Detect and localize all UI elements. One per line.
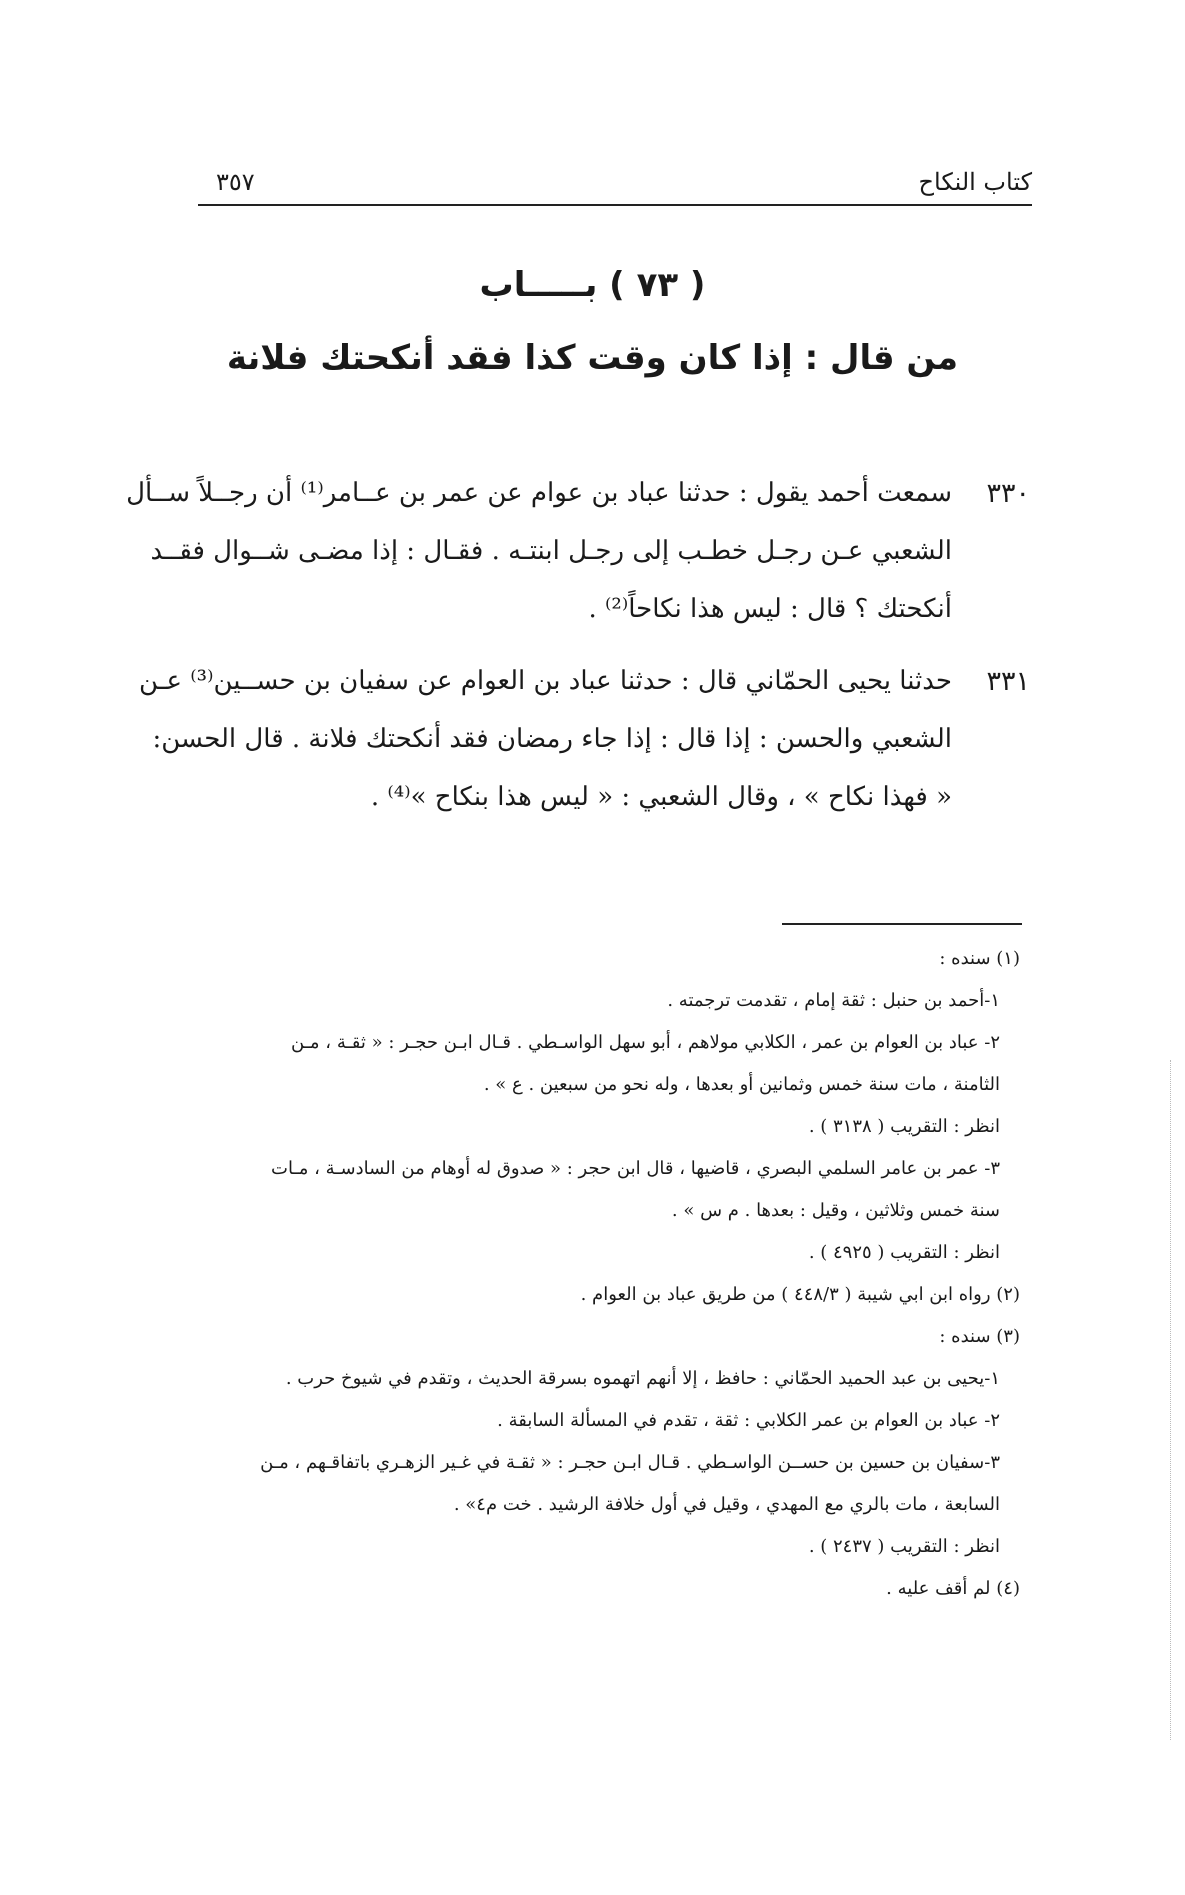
hadith-line: « فهذا نكاح » ، وقال الشعبي : « ليس هذا بنكاح »⁽⁴⁾ . (370, 782, 952, 812)
hadith-line: الشعبي عـن رجـل خطـب إلى رجـل ابنتـه . فقـال : إذا مضـى شــوال فقــد (150, 536, 952, 566)
footnote-line: انظر : التقريب ( ٤٩٢٥ ) . (808, 1242, 1000, 1263)
hadith-number: ٣٣١ (986, 666, 1030, 697)
scan-margin-artifact (1170, 1060, 1171, 1740)
footnote-line: ٢- عباد بن العوام بن عمر الكلابي : ثقة ، تقدم في المسألة السابقة . (497, 1410, 1000, 1431)
footnote-line: انظر : التقريب ( ٢٤٣٧ ) . (808, 1536, 1000, 1557)
chapter-number: ( ٧٣ ) بـــــاب (479, 265, 706, 305)
footnote-line: ٣-سفيان بن حسين بن حســن الواسـطي . قـال ابـن حجـر : « ثقـة في غـير الزهـري باتفاقـهم ، مـن (260, 1452, 1000, 1473)
footnote-line: الثامنة ، مات سنة خمس وثمانين أو بعدها ، وله نحو من سبعين . ع » . (483, 1074, 1000, 1095)
footnote-line: انظر : التقريب ( ٣١٣٨ ) . (808, 1116, 1000, 1137)
hadith-line: أنكحتك ؟ قال : ليس هذا نكاحاً⁽²⁾ . (588, 594, 952, 624)
hadith-number: ٣٣٠ (986, 478, 1030, 509)
hadith-330 (126, 478, 1030, 638)
footnote-line: ١-أحمد بن حنبل : ثقة إمام ، تقدمت ترجمته . (667, 990, 1000, 1011)
footnote-line: ٢- عباد بن العوام بن عمر ، الكلابي مولاهم ، أبو سهل الواسـطي . قـال ابـن حجـر : « ثقـة ، مـن (290, 1032, 1000, 1053)
chapter-title: من قال : إذا كان وقت كذا فقد أنكحتك فلانة (226, 338, 959, 378)
page-number: ٣٥٧ (216, 168, 255, 196)
footnote-separator (782, 923, 1022, 925)
page-header (198, 168, 1032, 206)
footnote-line: (٣) سنده : (939, 1326, 1020, 1347)
footnote-line: السابعة ، مات بالري مع المهدي ، وقيل في أول خلافة الرشيد . خت م٤» . (453, 1494, 1000, 1515)
hadith-line: سمعت أحمد يقول : حدثنا عباد بن عوام عن عمر بن عــامر⁽¹⁾ أن رجــلاً ســأل (126, 478, 952, 508)
hadith-line: الشعبي والحسن : إذا قال : إذا جاء رمضان فقد أنكحتك فلانة . قال الحسن: (152, 724, 952, 754)
footnote-line: ٣- عمر بن عامر السلمي البصري ، قاضيها ، قال ابن حجر : « صدوق له أوهام من السادسـة ، مـات (271, 1158, 1000, 1179)
book-title: كتاب النكاح (918, 168, 1032, 196)
footnote-line: (١) سنده : (939, 948, 1020, 969)
footnote-line: (٤) لم أقف عليه . (886, 1578, 1020, 1599)
hadith-line: حدثنا يحيى الحمّاني قال : حدثنا عباد بن العوام عن سفيان بن حســين⁽³⁾ عـن (139, 666, 952, 696)
hadith-331 (139, 666, 1030, 826)
footnote-line: ١-يحيى بن عبد الحميد الحمّاني : حافظ ، إلا أنهم اتهموه بسرقة الحديث ، وتقدم في شيوخ حرب . (285, 1368, 1000, 1389)
footnote-line: سنة خمس وثلاثين ، وقيل : بعدها . م س » . (671, 1200, 1000, 1221)
footnote-line: (٢) رواه ابن ابي شيبة ( ٤٤٨/٣ ) من طريق عباد بن العوام . (580, 1284, 1020, 1305)
